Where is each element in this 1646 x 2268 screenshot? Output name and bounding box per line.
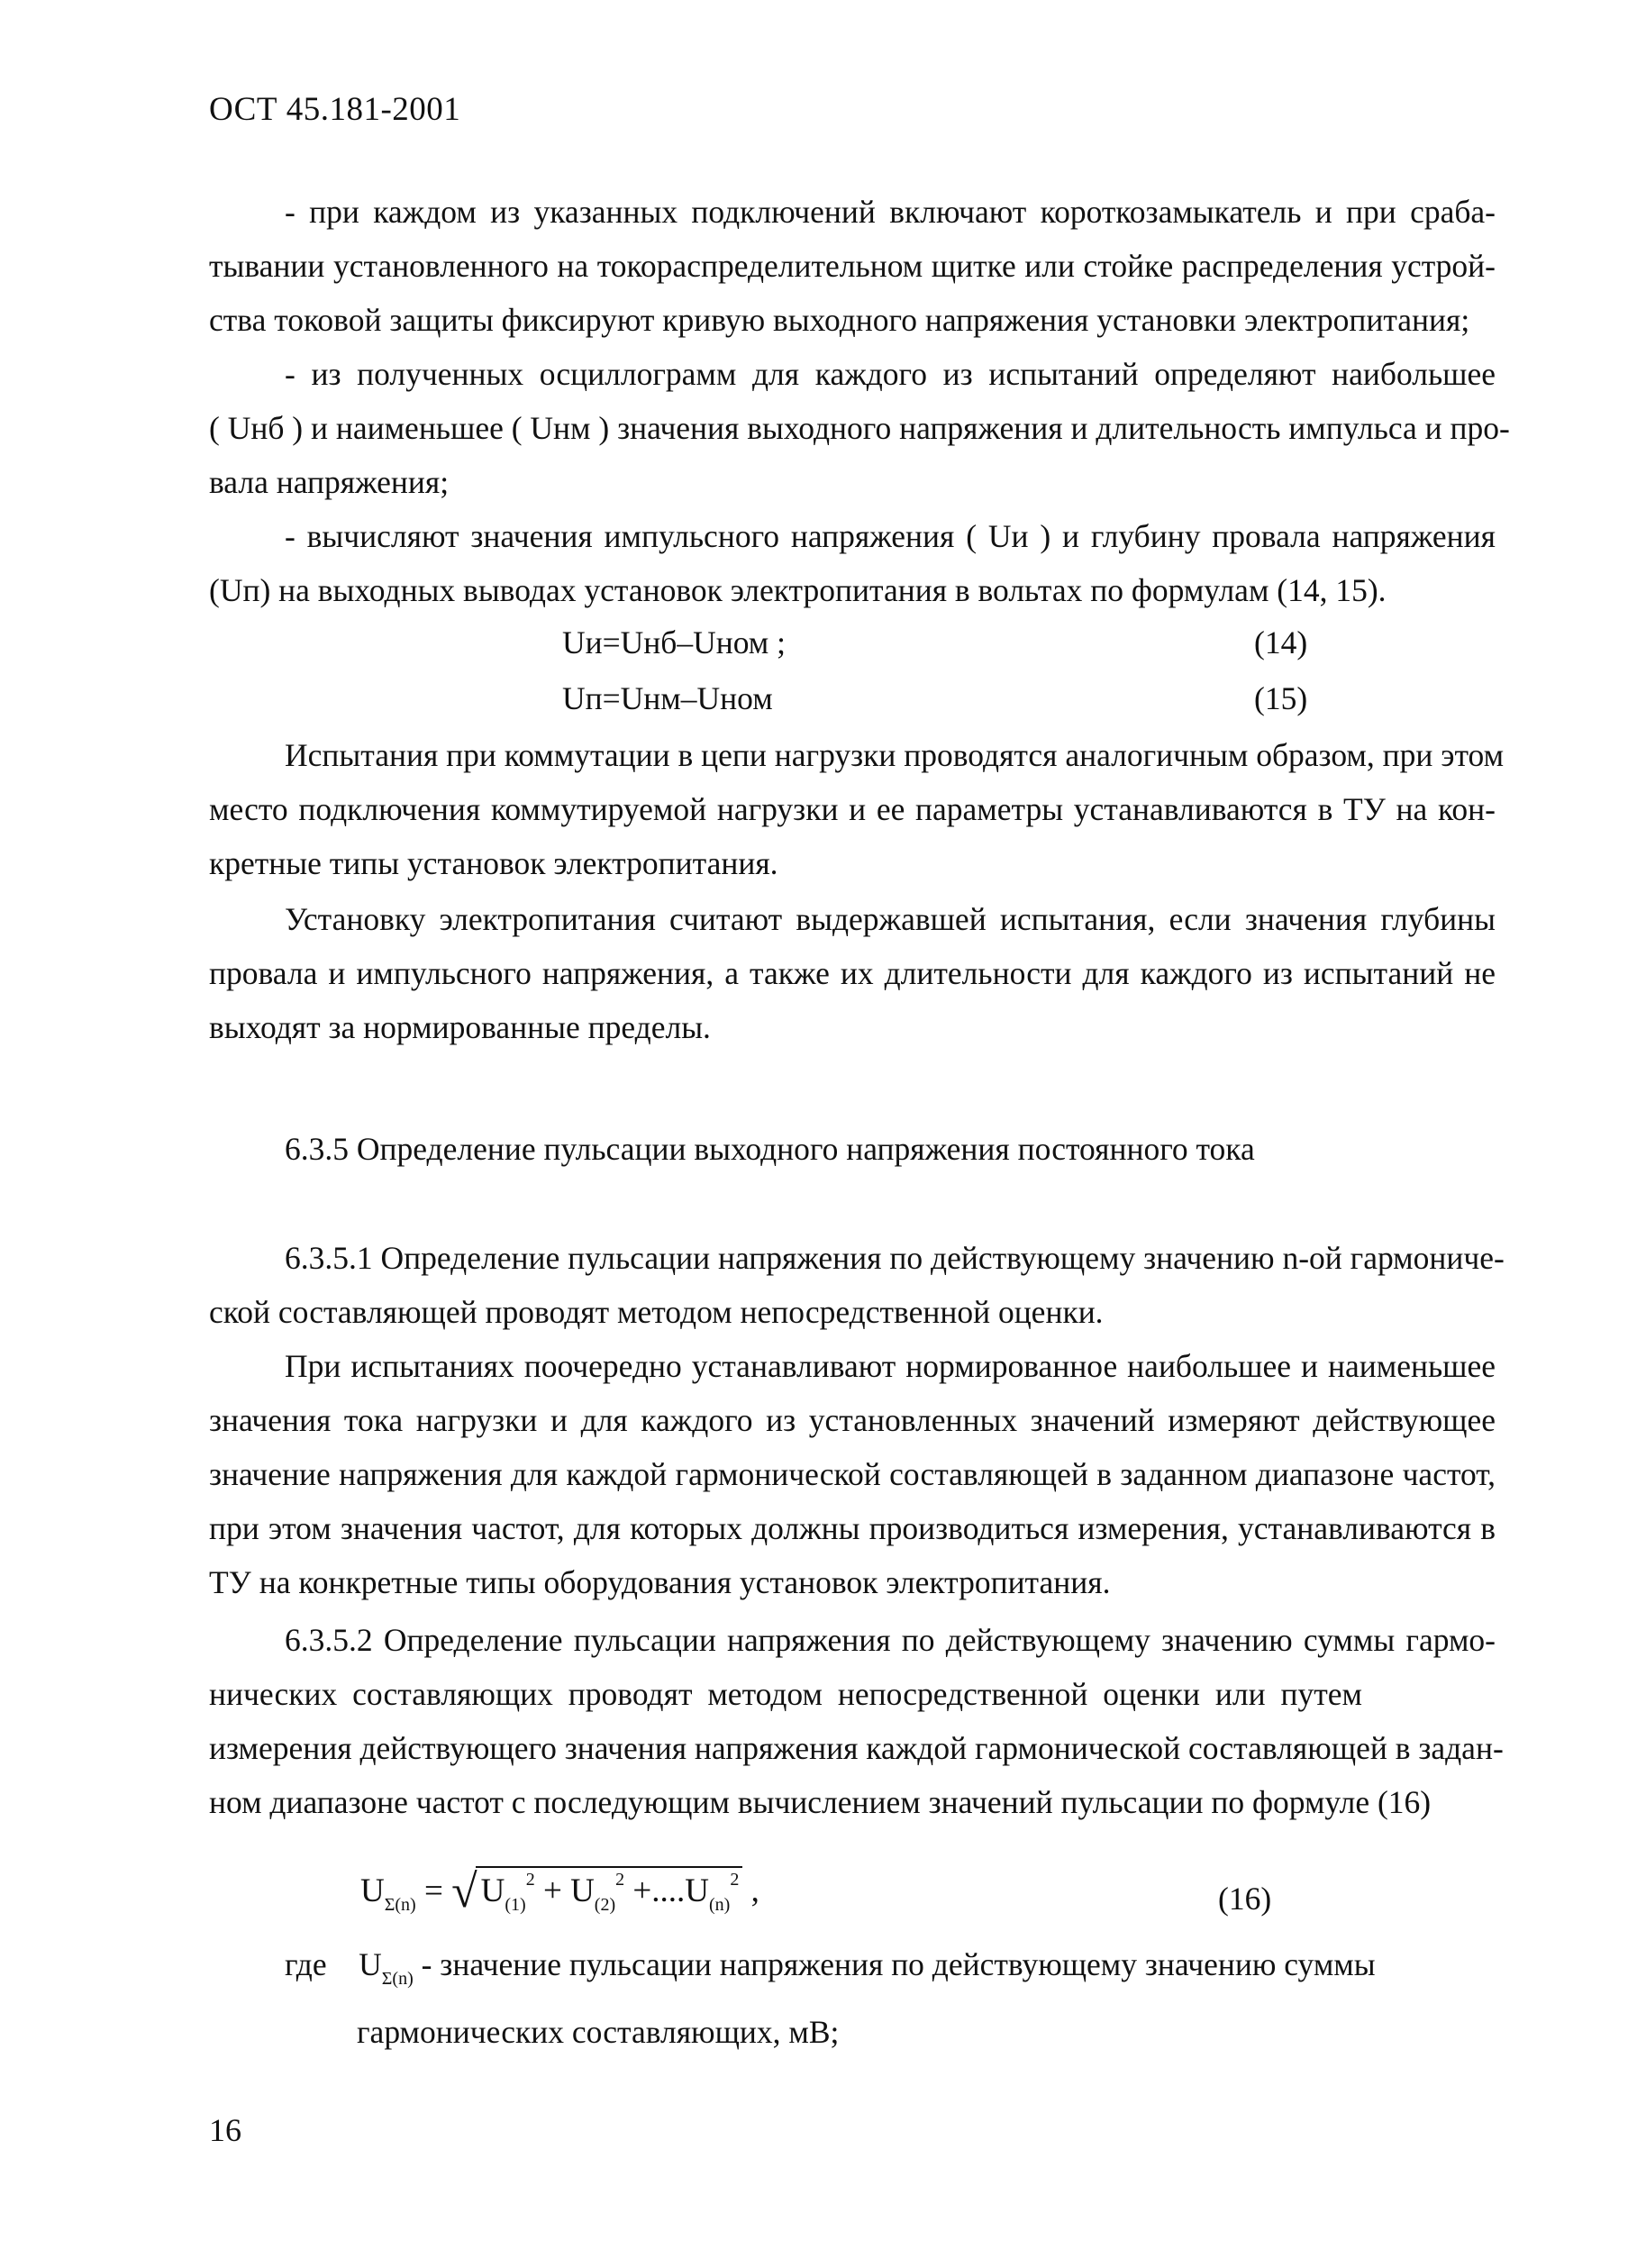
where-symbol: U [359,1946,382,1982]
text-line: Испытания при коммутации в цепи нагрузки проводятся аналогичным образом, при этом [285,737,1505,773]
text-line: ном диапазоне частот с последующим вычислением значений пульсации по формуле (16) [209,1784,1432,1820]
text-line: тывании установленного на токораспределительном щитке или стойке распределения устрой- [209,248,1496,284]
paragraph-bullet-1 [209,185,1496,347]
formula-equals: = [423,1872,443,1909]
text-line: 6.3.5.2 Определение пульсации напряжения по действующему значению суммы гармо- [285,1622,1496,1658]
text-line: 6.3.5.1 Определение пульсации напряжения по действующему значению n-ой гармониче- [285,1240,1505,1276]
text-line: значение напряжения для каждой гармонической составляющей в заданном диапазоне частот, [209,1456,1496,1492]
text-line: провала и импульсного напряжения, а также их длительности для каждого из испытаний не [209,955,1496,991]
text-line: ской составляющей проводят методом непосредственной оценки. [209,1294,1104,1330]
text-line: выходят за нормированные пределы. [209,1009,711,1045]
equation-number-16: (16) [1218,1881,1272,1917]
where-word: где [285,1946,327,1982]
paragraph-6-3-5-2 [209,1613,1504,1829]
paragraph-test-passed [209,892,1496,1054]
text-line: - из полученных осциллограмм для каждого из испытаний определяют наибольшее [285,356,1496,392]
formula-14: Uи=Uнб–Uном ; [562,624,787,660]
paragraph-bullet-2 [209,347,1510,509]
formula-15: Uп=Uнм–Uном [562,680,773,716]
text-line: при этом значения частот, для которых должны производиться измерения, устанавливаются в [209,1510,1496,1546]
term-n-subscript: (n) [708,1895,731,1915]
formula-lhs-symbol: U [360,1872,385,1909]
text-line: измерения действующего значения напряжения каждой гармонической составляющей в задан- [209,1730,1504,1766]
paragraph-bullet-3 [209,509,1496,617]
text-line: (Uп) на выходных выводах установок электропитания в вольтах по формулам (14, 15). [209,572,1387,608]
text-line: нических составляющих проводят методом непосредственной оценки или путем [209,1676,1362,1712]
where-description-1: - значение пульсации напряжения по действующему значению суммы [413,1946,1376,1982]
term-1-exponent: 2 [525,1870,535,1890]
text-line: ( Uнб ) и наименьшее ( Uнм ) значения выходного напряжения и длительность импульса и про- [209,410,1510,446]
term-1-symbol: U [480,1872,505,1909]
text-line: кретные типы установок электропитания. [209,845,778,881]
text-line: вала напряжения; [209,464,450,500]
text-line: ТУ на конкретные типы оборудования установок электропитания. [209,1564,1111,1600]
plus-ellipsis: +.... [632,1872,686,1909]
text-line: ства токовой защиты фиксируют кривую выходного напряжения установки электропитания; [209,302,1470,338]
text-line: При испытаниях поочередно устанавливают нормированное наибольшее и наименьшее [285,1348,1496,1384]
page-number: 16 [209,2112,241,2148]
radicand [476,1866,743,1915]
square-root-icon: √ [451,1866,477,1917]
paragraph-load-current-tests [209,1339,1496,1609]
document-code-header: ОСТ 45.181-2001 [209,91,461,128]
formula-16 [360,1863,759,1936]
term-2-exponent: 2 [615,1870,625,1890]
equation-number-15: (15) [1254,680,1308,716]
text-line: место подключения коммутируемой нагрузки и ее параметры устанавливаются в ТУ на кон- [209,791,1496,827]
where-symbol-subscript: Σ(n) [381,1969,414,1989]
term-n-exponent: 2 [730,1870,740,1890]
term-2-subscript: (2) [594,1895,616,1915]
paragraph-6-3-5-1 [209,1231,1505,1339]
paragraph-switching-tests [209,728,1505,890]
text-line: - при каждом из указанных подключений включают короткозамыкатель и при сраба- [285,194,1496,230]
equation-number-14: (14) [1254,624,1308,660]
text-line: - вычисляют значения импульсного напряжения ( Uи ) и глубину провала напряжения [285,518,1496,554]
text-line: значения тока нагрузки и для каждого из установленных значений измеряют действующее [209,1402,1496,1438]
plus-sign: + [542,1872,562,1909]
section-heading-6-3-5: 6.3.5 Определение пульсации выходного напряжения постоянного тока [285,1131,1255,1167]
term-2-symbol: U [570,1872,595,1909]
where-description-continued: гармонических составляющих, мВ; [357,2014,840,2050]
term-n-symbol: U [685,1872,709,1909]
where-clause [285,1937,1376,1997]
term-1-subscript: (1) [505,1895,526,1915]
formula-lhs-subscript: Σ(n) [384,1895,416,1915]
text-line: Установку электропитания считают выдержавшей испытания, если значения глубины [285,901,1496,937]
formula-comma: , [750,1872,759,1909]
